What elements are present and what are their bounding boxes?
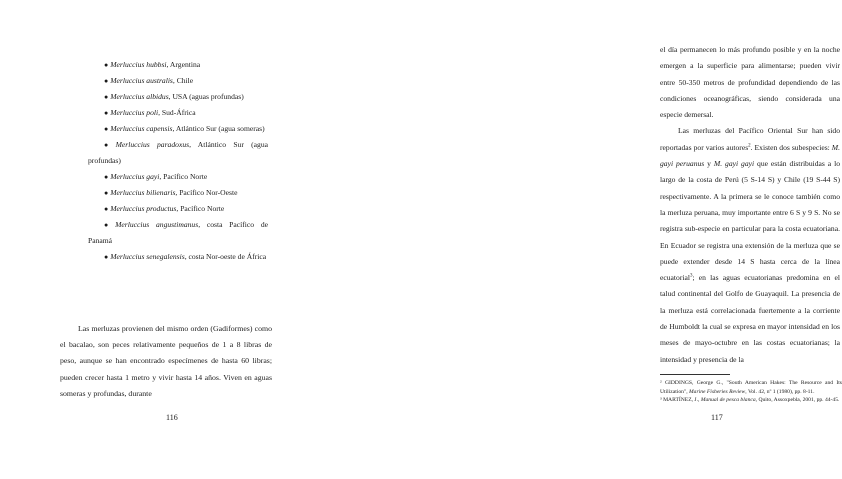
species-name: Merluccius poli [110,108,159,117]
left-page [0,0,300,479]
species-list-item [88,137,268,169]
species-region: , Argentina [166,60,201,69]
bullet-dot-icon: ● [104,173,109,181]
species-list-item [88,89,268,105]
bullet-dot-icon: ● [104,77,109,85]
bullet-dot-icon: ● [104,109,109,117]
footnote-ref-2[interactable]: 2 [748,143,751,149]
species-name: Merluccius albidus [110,92,169,101]
species-name: Merluccius senegalensis [110,252,185,261]
species-region: , Pacífico Nor-Oeste [175,188,238,197]
footnote-3: ³ MARTÍNEZ, J., Manual de pesca blanca, Quito, Assoxpebla, 2001, pp. 44-45. [660,397,840,404]
species-region: , Pacífico Norte [176,204,225,213]
footnote-ref-3[interactable]: 3 [689,273,693,279]
right-paragraph-2: Las merluzas del Pacífico Oriental Sur han sido reportadas por varios autores$^2$. Existen dos subespecies: M. gayi peruanus y M. gayi gayi que están distribuidas a lo largo de la costa de Perú (5 S-14 S) y Chile (19 S-44 S) respectivamente. A la primera se le conoce también como la merluza peruana, muy importante entre 6 S y 9 S. No se registra sub-especie en particular para la costa ecuatoriana. En Ecuador se registra una extensión de la merluza que se puede extender desde 14 S hasta cerca de la línea ecuatorial$^3$; en las aguas ecuatorianas predomina en el talud continental del Golfo de Guayaquil. La presencia de la merluza está correlacionada fuertemente a la corriente de Humboldt la cual se expresa en mayor intensidad en los meses de mayo-octubre en las costas ecuatorianas; la intensidad y presencia de la [660,126,840,364]
species-region: , USA (aguas profundas) [168,92,244,101]
right-paragraph-1: el día permanecen lo más profundo posible y en la noche emergen a la superficie para alimentarse; pueden vivir entre 50-350 metros de profundidad dependiendo de las condiciones oceanográficas, siendo considerada una especie demersal. [660,45,840,120]
species-name: Merluccius productus [110,204,177,213]
species-region: , Chile [172,76,194,85]
footnotes [660,379,842,405]
species-name: Merluccius capensis [110,124,173,133]
species-list-item [88,217,268,249]
species-list-item [88,169,268,185]
species-list-item [88,57,268,73]
species-list-item [88,121,268,137]
left-body-paragraph [60,321,272,402]
right-page [300,0,842,479]
bullet-dot-icon: ● [104,61,109,69]
species-bullet-list [88,57,268,265]
bullet-dot-icon: ● [104,125,109,133]
bullet-dot-icon: ● [104,93,109,101]
page-number-left: 116 [166,413,178,422]
species-name: Merluccius gayi [110,172,160,181]
species-region: , Pacífico Norte [159,172,208,181]
species-region: , Atlántico Sur (agua someras) [172,124,265,133]
right-body [660,42,840,368]
species-region: , Sud-África [158,108,196,117]
species-list-item [88,185,268,201]
footnote-2: ² GIDDINGS, George G., "South American Hakes: The Resource and Its Utilization", Marine Fisheries Review, Vol. 42, nº 1 (1980), pp. 8-11. [660,380,842,395]
species-name: Merluccius australis [110,76,173,85]
bullet-dot-icon: ● [104,189,109,197]
species-list-item [88,249,268,265]
species-name: Merluccius paradoxus [115,140,190,149]
species-name: Merluccius hubbsi [110,60,167,69]
species-list-item [88,105,268,121]
footnote-divider [660,374,730,375]
bullet-dot-icon: ● [104,141,114,149]
page-number-right: 117 [711,413,723,422]
species-list-item [88,73,268,89]
species-name: Merluccius angustimanus [115,220,199,229]
species-region: , costa Nor-oeste de África [184,252,267,261]
bullet-dot-icon: ● [104,221,114,229]
species-region: , Atlántico Sur (agua profundas) [88,140,268,165]
species-region: , costa Pacífico de Panamá [88,220,268,245]
species-name: Merluccius bilienaris [110,188,176,197]
species-list-item [88,201,268,217]
bullet-dot-icon: ● [104,205,109,213]
left-body-text: Las merluzas provienen del mismo orden (Gadiformes) como el bacalao, son peces relativamente pequeños de 1 a 8 libras de peso, aunque se han encontrado especímenes de hasta 60 libras; pueden crecer hasta 1 metro y vivir hasta 14 años. Viven en aguas someras y profundas, durante [60,324,272,398]
bullet-dot-icon: ● [104,253,109,261]
